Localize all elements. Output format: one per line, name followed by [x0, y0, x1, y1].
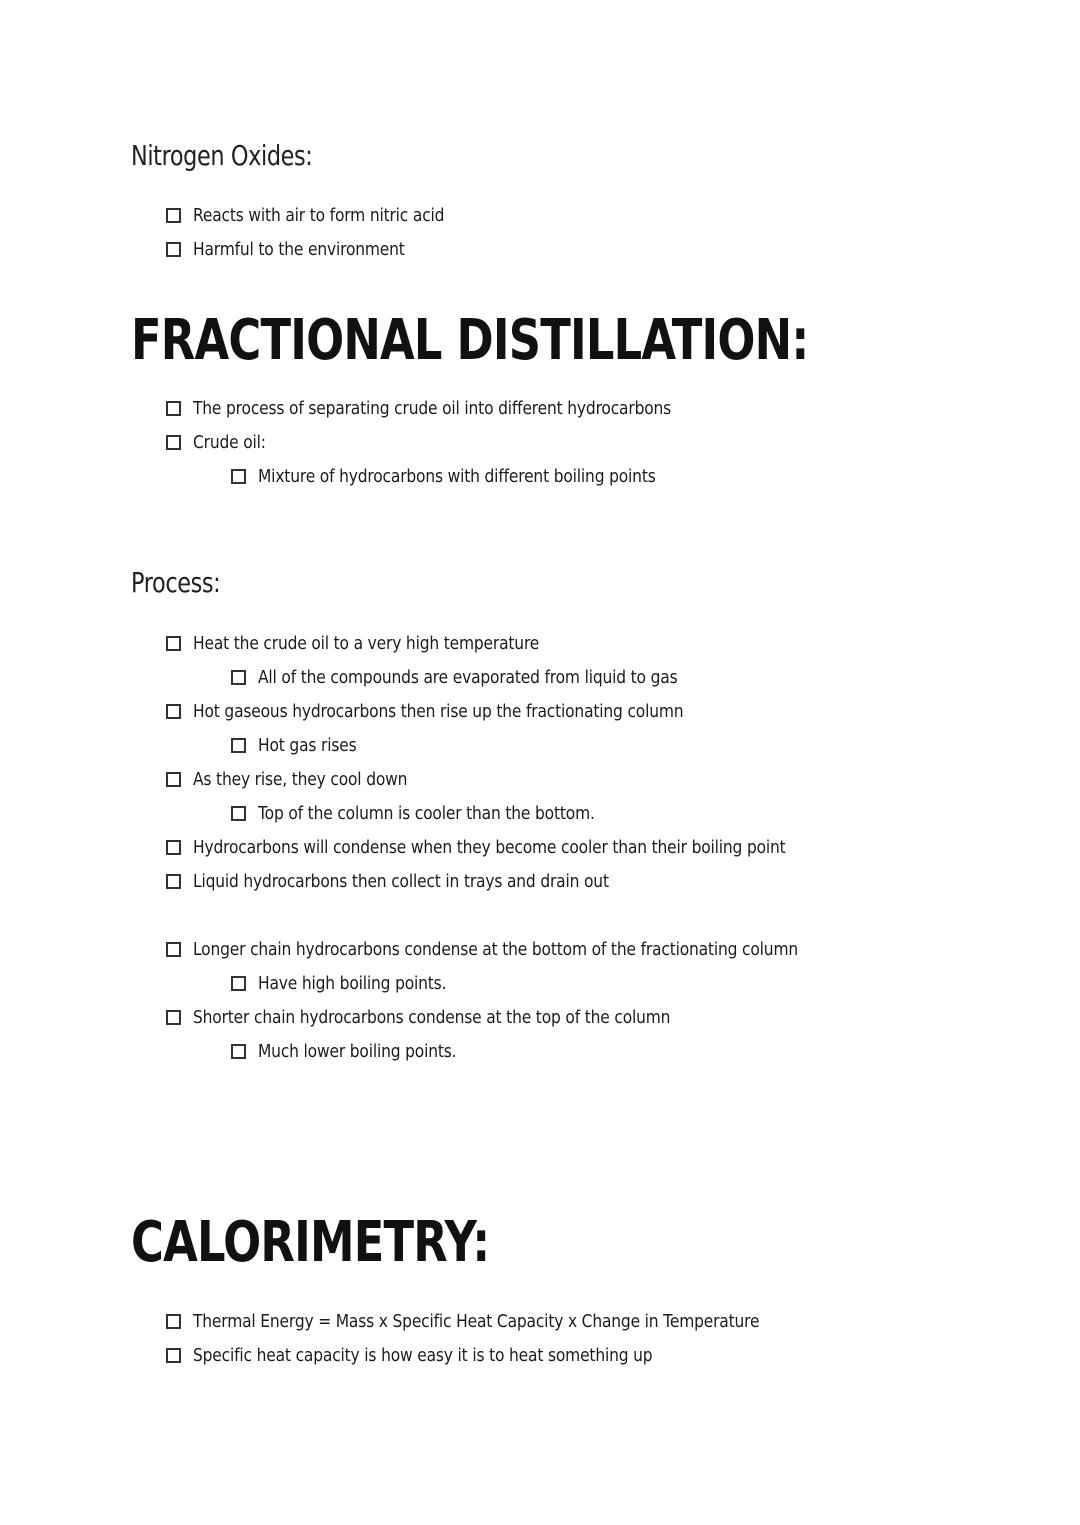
- checklist-subitem: [231, 801, 650, 825]
- checkbox[interactable]: [166, 435, 181, 450]
- heading-nitrogen-oxides: Nitrogen Oxides:: [131, 139, 313, 172]
- checklist-subitem: [231, 464, 720, 488]
- item-text: Hot gas rises: [258, 734, 357, 756]
- checklist-item: [166, 396, 749, 420]
- checkbox[interactable]: [166, 1348, 181, 1363]
- item-text: Crude oil:: [193, 431, 266, 453]
- item-text: Harmful to the environment: [193, 238, 405, 260]
- item-text: The process of separating crude oil into different hydrocarbons: [193, 397, 672, 419]
- checkbox[interactable]: [166, 704, 181, 719]
- checklist-item: [166, 237, 439, 261]
- checkbox[interactable]: [166, 874, 181, 889]
- checklist-subitem: [231, 733, 373, 757]
- checklist-subitem: [231, 971, 477, 995]
- checklist-subitem: [231, 1039, 489, 1063]
- checklist-item: [166, 1309, 852, 1333]
- heading-calorimetry: CALORIMETRY:: [131, 1210, 490, 1275]
- checklist-item: [166, 1005, 748, 1029]
- item-text: Hydrocarbons will condense when they become cooler than their boiling point: [193, 836, 786, 858]
- item-text: Thermal Energy = Mass x Specific Heat Capacity x Change in Temperature: [193, 1310, 760, 1332]
- checkbox[interactable]: [231, 806, 246, 821]
- checkbox[interactable]: [166, 840, 181, 855]
- checkbox[interactable]: [166, 636, 181, 651]
- item-text: Much lower boiling points.: [258, 1040, 457, 1062]
- checkbox[interactable]: [166, 242, 181, 257]
- checklist-item: [166, 835, 882, 859]
- checkbox[interactable]: [231, 469, 246, 484]
- item-text: Top of the column is cooler than the bottom.: [258, 802, 595, 824]
- item-text: As they rise, they cool down: [193, 768, 408, 790]
- item-text: Specific heat capacity is how easy it is to heat something up: [193, 1344, 653, 1366]
- checkbox[interactable]: [166, 772, 181, 787]
- checklist-item: [166, 430, 278, 454]
- checklist-subitem: [231, 665, 746, 689]
- checkbox[interactable]: [231, 1044, 246, 1059]
- heading-fractional-distillation: FRACTIONAL DISTILLATION:: [131, 308, 809, 373]
- checklist-item: [166, 203, 485, 227]
- item-text: Have high boiling points.: [258, 972, 447, 994]
- item-text: Longer chain hydrocarbons condense at the bottom of the fractionating column: [193, 938, 798, 960]
- item-text: Shorter chain hydrocarbons condense at the top of the column: [193, 1006, 671, 1028]
- checklist-item: [166, 937, 896, 961]
- checkbox[interactable]: [166, 942, 181, 957]
- checklist-item: [166, 699, 763, 723]
- item-text: Reacts with air to form nitric acid: [193, 204, 445, 226]
- checkbox[interactable]: [231, 738, 246, 753]
- checklist-item: [166, 869, 677, 893]
- checkbox[interactable]: [231, 976, 246, 991]
- checklist-item: [166, 767, 442, 791]
- checkbox[interactable]: [166, 1010, 181, 1025]
- item-text: Liquid hydrocarbons then collect in trays and drain out: [193, 870, 609, 892]
- checklist-item: [166, 631, 596, 655]
- item-text: Heat the crude oil to a very high temperature: [193, 632, 540, 654]
- checkbox[interactable]: [231, 670, 246, 685]
- item-text: Hot gaseous hydrocarbons then rise up the fractionating column: [193, 700, 684, 722]
- item-text: Mixture of hydrocarbons with different boiling points: [258, 465, 656, 487]
- checkbox[interactable]: [166, 401, 181, 416]
- checklist-item: [166, 1343, 727, 1367]
- checkbox[interactable]: [166, 208, 181, 223]
- heading-process: Process:: [131, 566, 221, 599]
- item-text: All of the compounds are evaporated from liquid to gas: [258, 666, 678, 688]
- checkbox[interactable]: [166, 1314, 181, 1329]
